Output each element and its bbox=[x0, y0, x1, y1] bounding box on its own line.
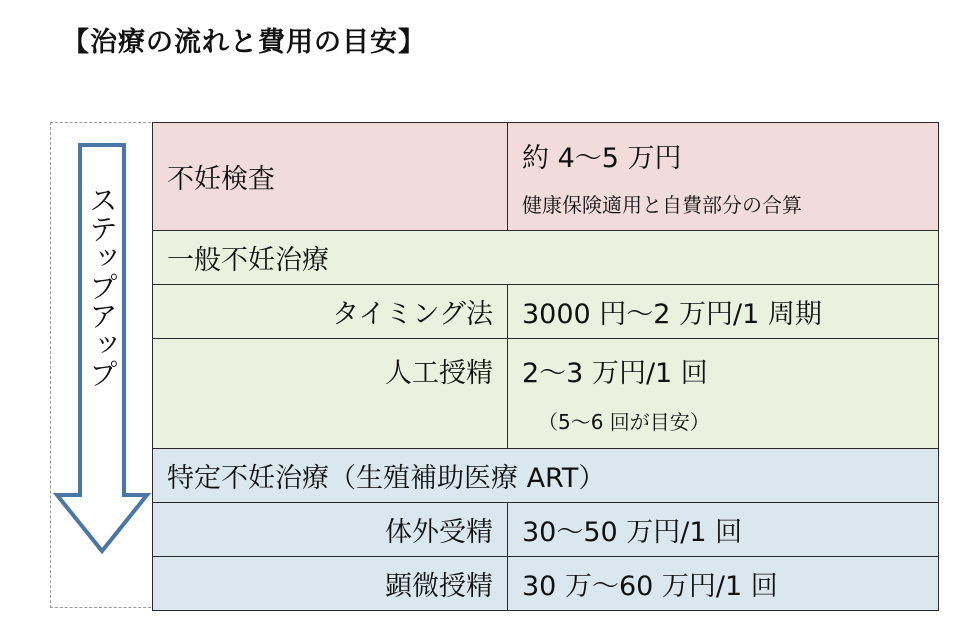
table-row bbox=[153, 339, 939, 449]
treatment-cost: 2～3 万円/1 回 bbox=[522, 358, 708, 389]
step-up-column bbox=[50, 122, 151, 608]
step-up-label: ステップアップ bbox=[85, 185, 119, 388]
section-header-general: 一般不妊治療 bbox=[153, 231, 939, 285]
treatment-name: タイミング法 bbox=[153, 285, 508, 339]
table-row bbox=[153, 503, 939, 557]
table-row bbox=[153, 285, 939, 339]
treatment-note: 健康保険適用と自費部分の合算 bbox=[522, 192, 802, 217]
table-row bbox=[153, 123, 939, 231]
section-header-specific: 特定不妊治療（生殖補助医療 ART） bbox=[153, 449, 939, 503]
treatment-cost-cell bbox=[508, 123, 939, 231]
treatment-note: （5～6 回が目安） bbox=[538, 410, 710, 434]
treatment-cost-cell bbox=[508, 339, 939, 449]
treatment-name: 体外受精 bbox=[153, 503, 508, 557]
treatment-name: 顕微授精 bbox=[153, 557, 508, 611]
cost-table bbox=[152, 122, 939, 611]
page-title: 【治療の流れと費用の目安】 bbox=[62, 27, 426, 58]
treatment-cost: 30～50 万円/1 回 bbox=[508, 503, 939, 557]
treatment-name: 不妊検査 bbox=[153, 123, 508, 231]
treatment-cost: 30 万～60 万円/1 回 bbox=[508, 557, 939, 611]
treatment-name: 人工授精 bbox=[153, 339, 508, 449]
table-row bbox=[153, 449, 939, 503]
table-row bbox=[153, 557, 939, 611]
table-row bbox=[153, 231, 939, 285]
treatment-cost: 約 4～5 万円 bbox=[522, 142, 682, 174]
treatment-cost: 3000 円～2 万円/1 周期 bbox=[508, 285, 939, 339]
